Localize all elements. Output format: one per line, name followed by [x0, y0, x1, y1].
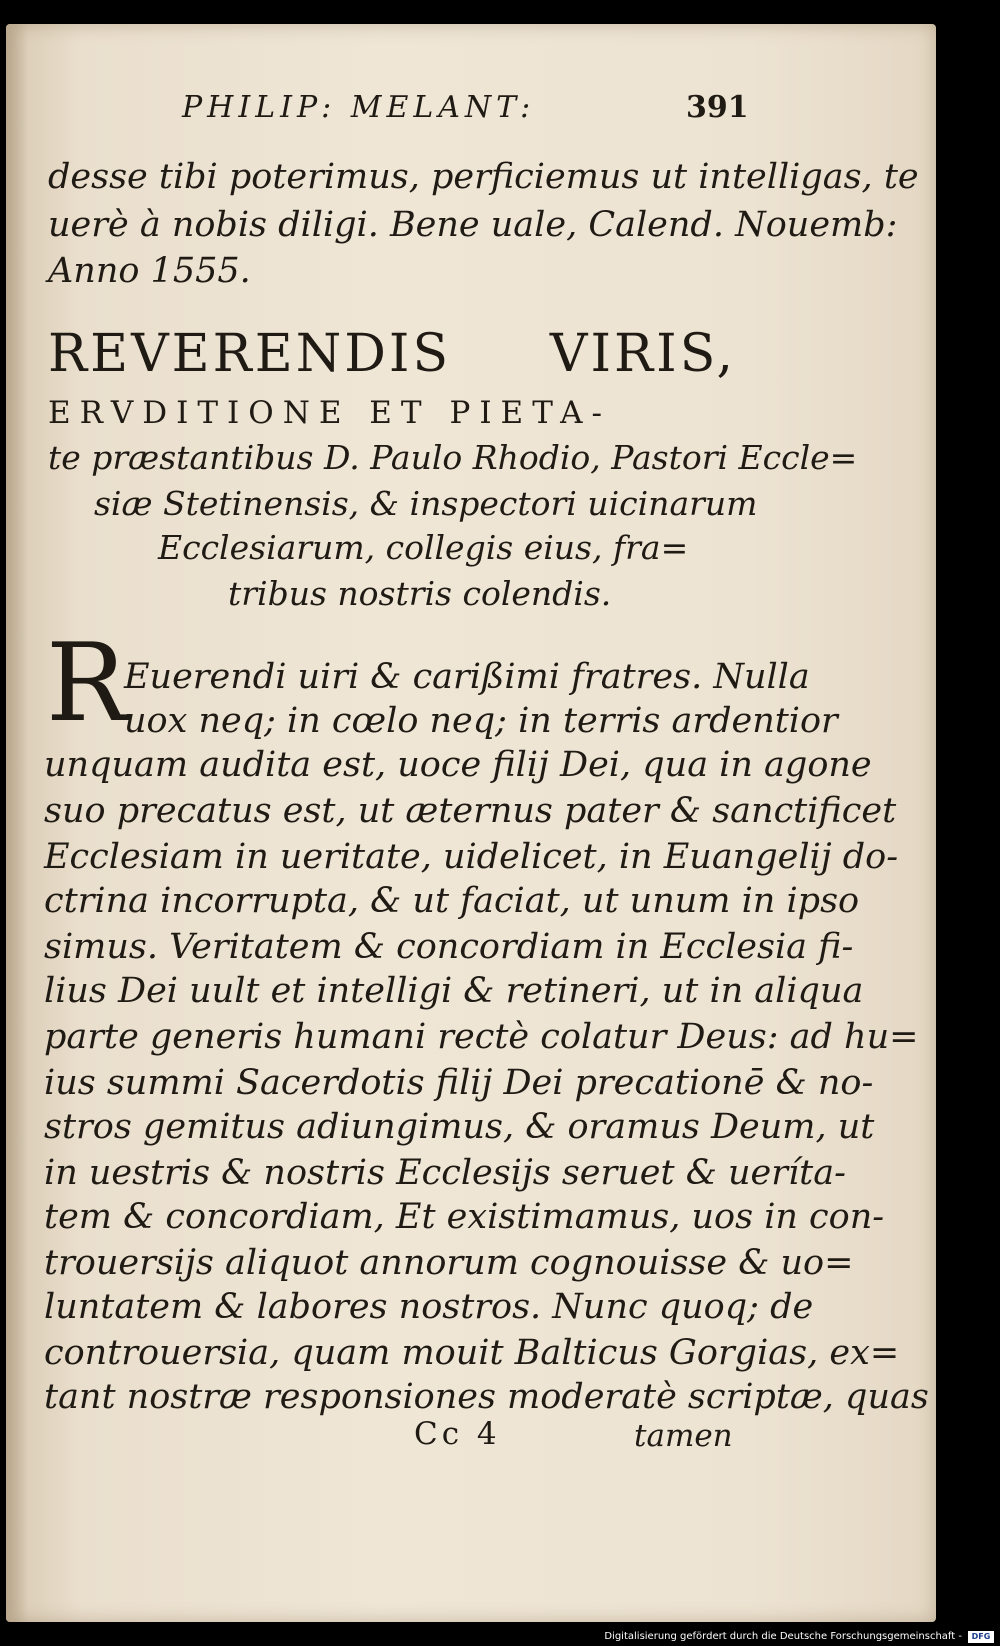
body-line: controuersia, quam mouit Balticus Gorgias, ex= — [44, 1333, 900, 1373]
closing-line: desse tibi poterimus, perficiemus ut intelligas, te — [48, 157, 919, 197]
book-page — [6, 24, 936, 1622]
page-number: 391 — [686, 90, 749, 125]
body-line: luntatem & labores nostros. Nunc quoq; de — [44, 1287, 814, 1327]
body-line: trouersijs aliquot annorum cognouisse & uo= — [44, 1243, 854, 1283]
catchword: tamen — [634, 1418, 733, 1454]
body-line: tant nostræ responsiones moderatè scriptæ, quas — [44, 1377, 929, 1417]
body-line: lius Dei uult et intelligi & retineri, ut in aliqua — [44, 971, 864, 1011]
signature-mark: Cc 4 — [414, 1416, 501, 1452]
heading-title-left: REVERENDIS — [48, 324, 452, 384]
heading-title — [48, 322, 736, 386]
body-line: simus. Veritatem & concordiam in Ecclesia fi- — [44, 927, 854, 967]
body-line: uox neq; in cœlo neq; in terris ardentior — [124, 701, 838, 741]
heading-line-2: ERVDITIONE ET PIETA- — [48, 395, 612, 431]
digitization-credit: Digitalisierung gefördert durch die Deutsche Forschungsgemeinschaft - — [604, 1631, 962, 1642]
closing-line: uerè à nobis diligi. Bene uale, Calend. Nouemb: — [48, 205, 898, 245]
heading-title-right: VIRIS, — [549, 324, 736, 384]
running-head-title: PHILIP: MELANT: — [182, 90, 536, 125]
running-head — [6, 90, 936, 134]
heading-subline: te præstantibus D. Paulo Rhodio, Pastori Eccle= — [48, 438, 858, 477]
closing-line-date: Anno 1555. — [48, 251, 251, 291]
heading-subline: Ecclesiarum, collegis eius, fra= — [158, 528, 689, 567]
drop-cap: R — [46, 621, 128, 746]
heading-subline: siæ Stetinensis, & inspectori uicinarum — [94, 484, 758, 523]
body-line: unquam audita est, uoce filij Dei, qua in agone — [44, 745, 872, 785]
body-line: tem & concordiam, Et existimamus, uos in con- — [44, 1197, 885, 1237]
body-line: ctrina incorrupta, & ut faciat, ut unum in ipso — [44, 881, 860, 921]
body-line: stros gemitus adiungimus, & oramus Deum, ut — [44, 1107, 875, 1147]
dfg-logo: DFG — [968, 1631, 994, 1643]
body-line: parte generis humani rectè colatur Deus: ad hu= — [44, 1017, 919, 1057]
body-line: Ecclesiam in ueritate, uidelicet, in Euangelij do- — [44, 837, 899, 877]
heading-subline: tribus nostris colendis. — [228, 574, 612, 613]
body-line: ius summi Sacerdotis filij Dei precationē & no- — [44, 1063, 874, 1103]
body-line: suo precatus est, ut æternus pater & sanctificet — [44, 791, 897, 831]
page-gutter-shadow — [6, 24, 28, 1622]
body-line: in uestris & nostris Ecclesijs seruet & ueríta- — [44, 1153, 846, 1193]
body-line: Euerendi uiri & carißimi fratres. Nulla — [124, 657, 810, 697]
